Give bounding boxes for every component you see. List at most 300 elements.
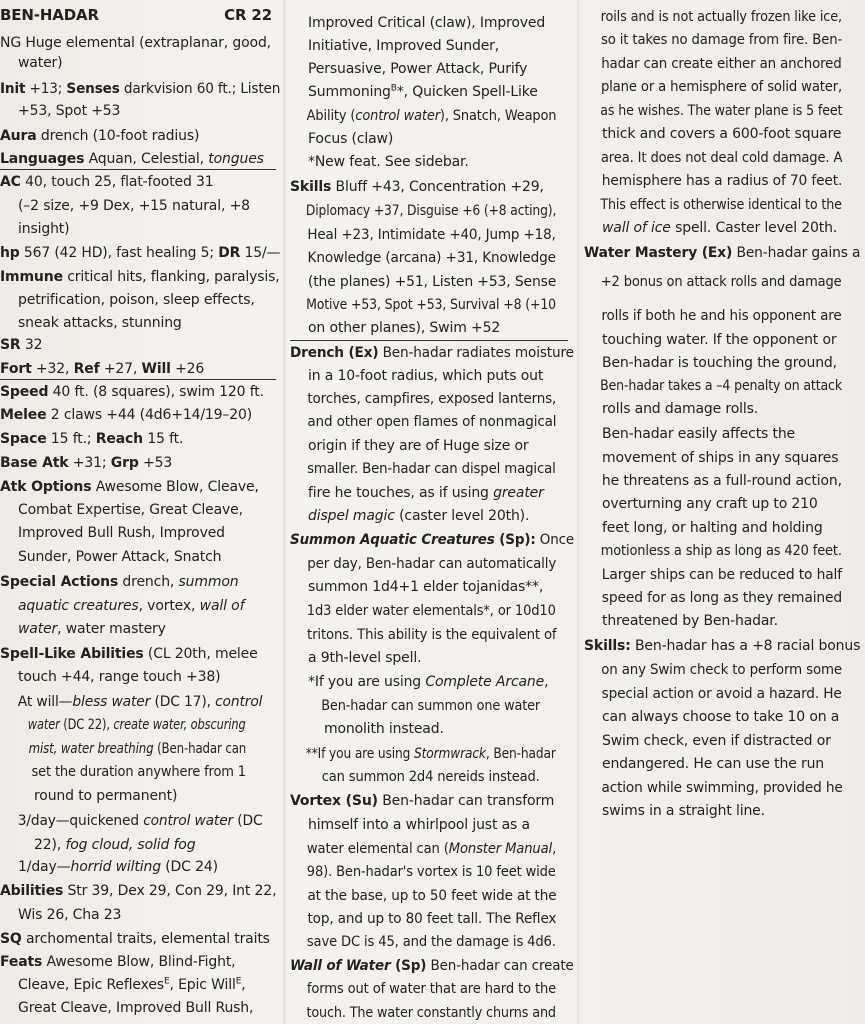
text-line bbox=[0, 881, 276, 902]
body-text: hadar can create either an anchored bbox=[601, 56, 842, 72]
text-line bbox=[0, 382, 264, 403]
text-line bbox=[290, 979, 556, 1000]
body-text: smaller. Ben-hadar can dispel magical bbox=[307, 461, 556, 477]
body-text: Awesome Blow, Cleave, bbox=[91, 479, 259, 495]
label-text: Languages bbox=[0, 151, 85, 167]
text-line bbox=[290, 696, 540, 717]
superscript-text: B bbox=[390, 83, 397, 94]
text-line bbox=[0, 952, 235, 973]
body-text: touching water. If the opponent or bbox=[602, 332, 837, 348]
body-text: (DC 22), bbox=[59, 717, 114, 733]
body-text: 40 ft. (8 squares), swim 120 ft. bbox=[48, 384, 264, 400]
body-text: a 9th-level spell. bbox=[308, 650, 422, 666]
text-line bbox=[584, 376, 842, 397]
body-text: bless water bbox=[72, 694, 151, 710]
text-line bbox=[0, 619, 166, 640]
body-text: mist, water breathing bbox=[28, 741, 154, 757]
text-line bbox=[584, 171, 842, 192]
text-line bbox=[290, 389, 556, 410]
text-line bbox=[0, 429, 183, 450]
body-text: control water bbox=[143, 813, 234, 829]
body-text: 1d3 elder water elementals*, or 10d10 bbox=[306, 603, 556, 619]
text-line bbox=[290, 59, 527, 80]
body-text: endangered. He can use the run bbox=[602, 756, 825, 772]
body-text: fire he touches, as if using bbox=[308, 485, 494, 501]
text-line bbox=[290, 886, 556, 907]
section-divider bbox=[290, 340, 568, 341]
text-line bbox=[290, 343, 574, 364]
body-text: overturning any craft up to 210 bbox=[602, 496, 818, 512]
body-text: water) bbox=[18, 55, 63, 71]
body-text: threatened by Ben-hadar. bbox=[602, 613, 778, 629]
label-text: Atk Options bbox=[0, 479, 92, 495]
text-line bbox=[584, 588, 842, 609]
body-text: +32, bbox=[31, 361, 74, 377]
body-text: 22), bbox=[34, 837, 66, 853]
label-text: Skills bbox=[290, 179, 332, 195]
text-line bbox=[584, 754, 824, 775]
text-line bbox=[290, 82, 538, 103]
label-text: AC bbox=[0, 174, 21, 190]
text-line bbox=[0, 762, 246, 783]
body-text: swims in a straight line. bbox=[602, 803, 765, 819]
body-text: so it takes no damage from fire. Ben- bbox=[601, 32, 843, 48]
text-line bbox=[290, 815, 530, 836]
text-line bbox=[584, 330, 836, 351]
label-text: Special Actions bbox=[0, 574, 119, 590]
body-text: 32 bbox=[20, 337, 43, 353]
label-text: SQ bbox=[0, 931, 22, 947]
body-text: Ability ( bbox=[306, 108, 356, 124]
text-line bbox=[0, 313, 182, 334]
body-text: Bluff +43, Concentration +29, bbox=[331, 179, 544, 195]
body-text: 567 (42 HD), fast healing 5; bbox=[19, 245, 219, 261]
text-line bbox=[0, 172, 214, 193]
body-text: at the base, up to 50 feet wide at the bbox=[307, 888, 557, 904]
body-text: Combat Expertise, Great Cleave, bbox=[18, 502, 243, 518]
text-line bbox=[0, 405, 252, 426]
body-text: wall of ice bbox=[602, 220, 671, 236]
label-text: Spell-Like Abilities bbox=[0, 646, 144, 662]
body-text: 98). Ben-hadar's vortex is 10 feet wide bbox=[306, 864, 556, 880]
body-text: Ben-hadar can create bbox=[426, 958, 574, 974]
text-line bbox=[290, 106, 556, 127]
text-line bbox=[584, 801, 765, 822]
text-line bbox=[0, 905, 121, 926]
body-text: Str 39, Dex 29, Con 29, Int 22, bbox=[63, 883, 277, 899]
text-line bbox=[0, 644, 258, 665]
text-line bbox=[584, 77, 842, 98]
body-text: fog cloud, solid fog bbox=[65, 837, 196, 853]
body-text: action while swimming, provided he bbox=[601, 780, 843, 796]
body-text: create water, obscuring bbox=[113, 717, 246, 733]
body-text: Heal +23, Intimidate +40, Jump +18, bbox=[307, 227, 556, 243]
label-text: Ref bbox=[73, 361, 100, 377]
label-text: Senses bbox=[66, 81, 120, 97]
text-line bbox=[290, 956, 574, 977]
text-line bbox=[290, 177, 544, 198]
text-line bbox=[0, 290, 255, 311]
body-text: Wis 26, Cha 23 bbox=[18, 907, 122, 923]
body-text: spell. Caster level 20th. bbox=[670, 220, 838, 236]
body-text: archomental traits, elemental traits bbox=[21, 931, 270, 947]
text-line bbox=[290, 225, 556, 246]
text-line bbox=[584, 218, 837, 239]
label-text: Skills: bbox=[584, 638, 631, 654]
text-line bbox=[0, 572, 239, 593]
text-line bbox=[0, 219, 69, 240]
body-text: Ben-hadar radiates moisture bbox=[378, 345, 574, 361]
challenge-rating: CR 22 bbox=[224, 6, 272, 24]
text-line bbox=[290, 672, 548, 693]
label-text: Fort bbox=[0, 361, 32, 377]
body-text: Monster Manual bbox=[448, 841, 553, 857]
page-edge bbox=[283, 0, 288, 1024]
text-line bbox=[290, 129, 393, 150]
stat-block-header bbox=[0, 5, 278, 26]
body-text: set the duration anywhere from 1 bbox=[31, 764, 246, 780]
text-line bbox=[0, 243, 280, 264]
body-text: special action or avoid a hazard. He bbox=[601, 686, 842, 702]
label-text: Aura bbox=[0, 128, 37, 144]
text-line bbox=[0, 53, 62, 74]
body-text: Once bbox=[535, 532, 575, 548]
text-line bbox=[584, 541, 842, 562]
text-line bbox=[584, 54, 842, 75]
text-line bbox=[584, 611, 778, 632]
label-text: SR bbox=[0, 337, 21, 353]
body-text: on any Swim check to perform some bbox=[601, 662, 842, 678]
body-text: can always choose to take 10 on a bbox=[602, 709, 840, 725]
body-text: (DC 17), bbox=[150, 694, 216, 710]
section-divider bbox=[0, 379, 276, 380]
body-text: can summon 2d4 nereids instead. bbox=[321, 769, 540, 785]
text-line bbox=[0, 998, 253, 1019]
body-text: himself into a whirlpool just as a bbox=[308, 817, 530, 833]
body-text: as he wishes. The water plane is 5 feet bbox=[600, 103, 843, 119]
superscript-text: E bbox=[235, 976, 242, 987]
body-text: area. It does not deal cold damage. A bbox=[600, 150, 843, 166]
body-text: Ben-hadar takes a –4 penalty on attack bbox=[600, 378, 842, 394]
body-text: tongues bbox=[208, 151, 264, 167]
text-line bbox=[290, 412, 556, 433]
text-line bbox=[584, 636, 860, 657]
text-line bbox=[584, 494, 818, 515]
text-line bbox=[290, 436, 529, 457]
text-line bbox=[290, 201, 556, 222]
text-line bbox=[290, 366, 543, 387]
body-text: +27, bbox=[99, 361, 142, 377]
text-line bbox=[0, 547, 221, 568]
text-line bbox=[290, 483, 544, 504]
text-line bbox=[290, 13, 545, 34]
body-text: Motive +53, Spot +53, Survival +8 (+10 bbox=[306, 297, 556, 313]
text-line bbox=[290, 459, 556, 480]
body-text: ), Snatch, Weapon bbox=[439, 108, 557, 124]
label-text: Water Mastery (Ex) bbox=[584, 245, 733, 261]
text-line bbox=[290, 36, 499, 57]
body-text: Awesome Blow, Blind-Fight, bbox=[42, 954, 236, 970]
body-text: thick and covers a 600-foot square bbox=[602, 126, 842, 142]
body-text: +13; bbox=[25, 81, 67, 97]
label-text: (Sp) bbox=[390, 958, 427, 974]
body-text: wall of bbox=[199, 598, 245, 614]
body-text: (DC bbox=[233, 813, 263, 829]
body-text: forms out of water that are hard to the bbox=[306, 981, 557, 997]
text-line bbox=[290, 318, 500, 339]
body-text: rolls and damage rolls. bbox=[602, 401, 759, 417]
body-text: water bbox=[27, 717, 60, 733]
body-text: 15 ft. bbox=[143, 431, 184, 447]
body-text: dispel magic bbox=[308, 508, 395, 524]
body-text: Ben-hadar can transform bbox=[377, 793, 555, 809]
body-text: per day, Ben-hadar can automatically bbox=[307, 556, 557, 572]
body-text: greater bbox=[493, 485, 544, 501]
text-line bbox=[290, 152, 469, 173]
body-text: rolls if both he and his opponent are bbox=[601, 308, 842, 324]
body-text: , bbox=[544, 674, 549, 690]
body-text: *If you are using bbox=[308, 674, 426, 690]
text-line bbox=[584, 778, 843, 799]
text-line bbox=[290, 295, 556, 316]
text-line bbox=[584, 195, 842, 216]
body-text: feet long, or halting and holding bbox=[602, 520, 823, 536]
label-text: (Sp): bbox=[494, 532, 536, 548]
body-text: Ben-hadar easily affects the bbox=[602, 426, 796, 442]
text-line bbox=[290, 648, 421, 669]
body-text: (the planes) +51, Listen +53, Sense bbox=[307, 274, 557, 290]
label-text: Init bbox=[0, 81, 26, 97]
text-line bbox=[290, 719, 444, 740]
body-text: NG Huge elemental (extraplanar, good, bbox=[0, 35, 271, 51]
text-line bbox=[0, 811, 262, 832]
body-text: , bbox=[552, 841, 557, 857]
text-line bbox=[584, 731, 831, 752]
body-text: he threatens as a full-round action, bbox=[601, 473, 842, 489]
body-text: Aquan, Celestial, bbox=[84, 151, 209, 167]
body-text: Summoning bbox=[308, 84, 391, 100]
body-text: movement of ships in any squares bbox=[602, 450, 839, 466]
body-text: horrid wilting bbox=[70, 859, 161, 875]
label-text: Vortex (Su) bbox=[290, 793, 378, 809]
text-line bbox=[0, 196, 250, 217]
body-text: Ben-hadar has a +8 racial bonus bbox=[630, 638, 861, 654]
body-text: , bbox=[241, 977, 246, 993]
label-text: Space bbox=[0, 431, 47, 447]
text-line bbox=[584, 101, 842, 122]
text-line bbox=[0, 500, 243, 521]
body-text: , Epic Will bbox=[169, 977, 236, 993]
text-line bbox=[0, 477, 259, 498]
text-line bbox=[584, 243, 860, 264]
body-text: Sunder, Power Attack, Snatch bbox=[18, 549, 222, 565]
text-line bbox=[290, 601, 556, 622]
text-line bbox=[290, 272, 556, 293]
body-text: +26 bbox=[170, 361, 205, 377]
body-text: +53 bbox=[138, 455, 173, 471]
body-text: *New feat. See sidebar. bbox=[308, 154, 469, 170]
superscript-text: E bbox=[163, 976, 170, 987]
label-text: hp bbox=[0, 245, 20, 261]
text-line bbox=[0, 267, 280, 288]
label-text: Base Atk bbox=[0, 455, 69, 471]
body-text: drench, bbox=[118, 574, 179, 590]
body-text: Persuasive, Power Attack, Purify bbox=[308, 61, 528, 77]
text-line bbox=[290, 932, 556, 953]
body-text: tritons. This ability is the equivalent of bbox=[307, 627, 557, 643]
body-text: Improved Bull Rush, Improved bbox=[18, 525, 225, 541]
text-line bbox=[290, 839, 556, 860]
body-text: control bbox=[215, 694, 263, 710]
body-text: Complete Arcane bbox=[425, 674, 545, 690]
text-line bbox=[584, 684, 842, 705]
body-text: *, Quicken Spell-Like bbox=[396, 84, 538, 100]
text-line bbox=[0, 975, 246, 996]
body-text: sneak attacks, stunning bbox=[18, 315, 182, 331]
body-text: Ben-hadar can summon one water bbox=[321, 698, 541, 714]
text-line bbox=[290, 791, 554, 812]
body-text: plane or a hemisphere of solid water, bbox=[600, 79, 843, 95]
text-line bbox=[584, 306, 842, 327]
creature-name: BEN-HADAR bbox=[0, 6, 99, 24]
body-text: Stormwrack bbox=[414, 746, 486, 762]
label-text: Feats bbox=[0, 954, 43, 970]
label-text: Wall of Water bbox=[290, 958, 391, 974]
body-text: touch. The water constantly churns and bbox=[306, 1005, 556, 1021]
body-text: At will— bbox=[17, 694, 73, 710]
body-text: **If you are using bbox=[305, 746, 415, 762]
body-text: water elemental can ( bbox=[306, 841, 449, 857]
text-line bbox=[584, 399, 758, 420]
text-line bbox=[0, 835, 195, 856]
text-line bbox=[584, 353, 837, 374]
body-text: Focus (claw) bbox=[308, 131, 394, 147]
label-text: DR bbox=[218, 245, 241, 261]
text-line bbox=[584, 272, 841, 293]
text-line bbox=[0, 359, 204, 380]
text-line bbox=[584, 518, 823, 539]
label-text: Speed bbox=[0, 384, 49, 400]
text-line bbox=[290, 625, 556, 646]
body-text: 15/— bbox=[240, 245, 281, 261]
body-text: Knowledge (arcana) +31, Knowledge bbox=[307, 250, 556, 266]
text-line bbox=[0, 453, 172, 474]
label-text: Grp bbox=[110, 455, 139, 471]
body-text: darkvision 60 ft.; Listen bbox=[119, 81, 281, 97]
body-text: (CL 20th, melee bbox=[143, 646, 258, 662]
text-line bbox=[0, 149, 264, 170]
body-text: save DC is 45, and the damage is 4d6. bbox=[306, 934, 556, 950]
text-line bbox=[0, 596, 244, 617]
label-text: Melee bbox=[0, 407, 47, 423]
text-line bbox=[584, 148, 842, 169]
body-text: summon bbox=[178, 574, 239, 590]
text-line bbox=[290, 506, 529, 527]
body-text: drench (10-foot radius) bbox=[36, 128, 200, 144]
body-text: Cleave, Epic Reflexes bbox=[18, 977, 164, 993]
text-line bbox=[584, 448, 838, 469]
body-text: Great Cleave, Improved Bull Rush, bbox=[18, 1000, 254, 1016]
body-text: Ben-hadar gains a bbox=[732, 245, 861, 261]
text-line bbox=[0, 857, 218, 878]
body-text: control water bbox=[355, 108, 440, 124]
text-line bbox=[0, 523, 225, 544]
body-text: top, and up to 80 feet tall. The Reflex bbox=[307, 911, 557, 927]
text-line bbox=[584, 30, 842, 51]
label-text: Summon Aquatic Creatures bbox=[290, 532, 495, 548]
text-line bbox=[0, 667, 220, 688]
body-text: touch +44, range touch +38) bbox=[18, 669, 221, 685]
section-divider bbox=[0, 169, 276, 170]
body-text: Swim check, even if distracted or bbox=[602, 733, 831, 749]
body-text: 3/day—quickened bbox=[17, 813, 144, 829]
body-text: motionless a ship as long as 420 feet. bbox=[600, 543, 842, 559]
body-text: in a 10-foot radius, which puts out bbox=[308, 368, 544, 384]
text-line bbox=[290, 767, 540, 788]
body-text: summon 1d4+1 elder tojanidas**, bbox=[308, 579, 544, 595]
text-line bbox=[0, 79, 280, 100]
text-line bbox=[290, 1003, 556, 1024]
body-text: 1/day— bbox=[18, 859, 71, 875]
body-text: insight) bbox=[18, 221, 70, 237]
body-text: Larger ships can be reduced to half bbox=[601, 567, 842, 583]
text-line bbox=[0, 739, 246, 760]
body-text: critical hits, flanking, paralysis, bbox=[62, 269, 280, 285]
body-text: monolith instead. bbox=[324, 721, 444, 737]
body-text: +31; bbox=[68, 455, 111, 471]
text-line bbox=[584, 471, 842, 492]
label-text: Reach bbox=[95, 431, 144, 447]
text-line bbox=[290, 530, 574, 551]
body-text: speed for as long as they remained bbox=[601, 590, 843, 606]
body-text: Improved Critical (claw), Improved bbox=[308, 15, 546, 31]
body-text: +2 bonus on attack rolls and damage bbox=[600, 274, 842, 290]
body-text: Ben-hadar is touching the ground, bbox=[602, 355, 837, 371]
text-line bbox=[584, 707, 839, 728]
body-text: (Ben-hadar can bbox=[153, 741, 247, 757]
label-text: Immune bbox=[0, 269, 63, 285]
body-text: water bbox=[18, 621, 58, 637]
body-text: hemisphere has a radius of 70 feet. bbox=[601, 173, 843, 189]
body-text: origin if they are of Huge size or bbox=[308, 438, 529, 454]
body-text: 40, touch 25, flat-footed 31 bbox=[20, 174, 214, 190]
text-line bbox=[584, 7, 842, 28]
text-line bbox=[290, 248, 556, 269]
body-text: aquatic creatures bbox=[18, 598, 139, 614]
body-text: , vortex, bbox=[138, 598, 200, 614]
body-text: torches, campfires, exposed lanterns, bbox=[307, 391, 557, 407]
body-text: on other planes), Swim +52 bbox=[308, 320, 501, 336]
text-line bbox=[584, 565, 842, 586]
text-line bbox=[0, 786, 177, 807]
page-edge bbox=[577, 0, 582, 1024]
body-text: (caster level 20th). bbox=[394, 508, 530, 524]
body-text: +53, Spot +53 bbox=[18, 103, 121, 119]
body-text: This effect is otherwise identical to the bbox=[600, 197, 842, 213]
label-text: Drench (Ex) bbox=[290, 345, 379, 361]
text-line bbox=[0, 929, 270, 950]
body-text: Diplomacy +37, Disguise +6 (+8 acting), bbox=[305, 203, 557, 219]
text-line bbox=[290, 744, 556, 765]
body-text: (–2 size, +9 Dex, +15 natural, +8 bbox=[18, 198, 250, 214]
body-text: petrification, poison, sleep effects, bbox=[18, 292, 255, 308]
text-line bbox=[0, 335, 42, 356]
body-text: , Ben-hadar bbox=[485, 746, 556, 762]
text-line bbox=[0, 692, 262, 713]
label-text: Will bbox=[141, 361, 171, 377]
text-line bbox=[0, 126, 199, 147]
body-text: roils and is not actually frozen like ice, bbox=[600, 9, 842, 25]
